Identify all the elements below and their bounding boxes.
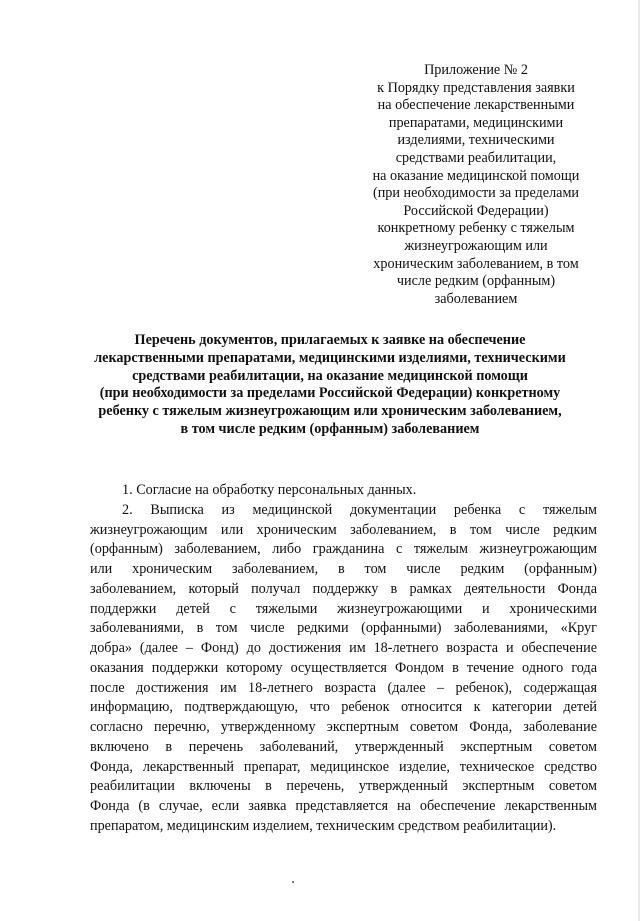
- appendix-line: изделиями, техническими: [397, 132, 555, 149]
- appendix-line: хроническим заболеванием, в том: [373, 255, 579, 272]
- item-2-line: или хроническим заболеванием, в том числе редким (орфанным): [90, 561, 597, 577]
- appendix-line: на оказание медицинской помощи: [372, 167, 580, 184]
- document-title: [70, 332, 590, 439]
- document-body: [90, 481, 597, 837]
- item-2-line: включено в перечень заболеваний, утвержденный экспертным советом: [90, 738, 597, 755]
- title-line: лекарственными препаратами, медицинскими изделиями, техническими: [94, 349, 566, 366]
- title-line: средствами реабилитации, на оказание медицинской помощи: [132, 367, 528, 384]
- item-2-line: Фонда, лекарственный препарат, медицинское изделие, техническое средство: [90, 758, 597, 775]
- appendix-line: числе редким (орфанным): [396, 273, 556, 290]
- appendix-line: Российской Федерации): [403, 202, 549, 219]
- appendix-line: конкретному ребенку с тяжелым: [377, 220, 575, 237]
- item-2-line: заболеваниями, в том числе редкими (орфанными) заболеваниями, «Круг: [90, 620, 597, 637]
- appendix-line: на обеспечение лекарственными: [377, 97, 575, 114]
- list-item-1: [90, 481, 597, 501]
- appendix-line: средствами реабилитации,: [395, 149, 557, 166]
- appendix-line: заболеванием: [434, 290, 518, 307]
- appendix-line: к Порядку представления заявки: [377, 79, 575, 96]
- appendix-line: препаратами, медицинскими: [388, 114, 564, 131]
- title-line: ребенку с тяжелым жизнеугрожающим или хроническим заболеванием,: [98, 403, 562, 420]
- appendix-line: (при необходимости за пределами: [372, 185, 580, 202]
- title-line: в том числе редким (орфанным) заболеванием: [180, 420, 480, 437]
- scan-speck: [292, 881, 294, 883]
- appendix-header: [352, 62, 600, 308]
- item-2-line: жизнеугрожающим или хроническим заболеванием, в том числе редким: [90, 521, 597, 538]
- item-2-line: реабилитации включены в перечень, утвержденный экспертным советом: [90, 778, 597, 795]
- appendix-line: жизнеугрожающим или: [404, 237, 548, 254]
- item-2-line: (орфанным) заболеванием, либо гражданина с тяжелым жизнеугрожающим: [90, 541, 597, 558]
- item-2-line: согласно перечню, утвержденному экспертным советом Фонда, заболевание: [90, 719, 597, 735]
- item-2-line: добра» (далее – Фонд) до достижения им 18-летнего возраста и обеспечение: [90, 640, 597, 656]
- item-2-line: после достижения им 18-летнего возраста (далее – ребенок), содержащая: [90, 679, 597, 696]
- title-line: (при необходимости за пределами Российской Федерации) конкретному: [99, 385, 561, 402]
- item-2-line: поддержки детей с тяжелыми жизнеугрожающими и хроническими: [90, 600, 597, 617]
- item-2-line: препаратом, медицинским изделием, техническим средством реабилитации).: [90, 817, 557, 834]
- title-line: Перечень документов, прилагаемых к заявке на обеспечение: [134, 332, 526, 348]
- item-2-line: 2. Выписка из медицинской документации ребенка с тяжелым: [122, 501, 597, 518]
- list-item-2: [90, 501, 597, 837]
- item-2-line: информацию, подтверждающую, что ребенок относится к категории детей: [90, 699, 597, 716]
- item-2-line: Фонда (в случае, если заявка представляется на обеспечение лекарственным: [90, 798, 597, 814]
- item-2-line: оказания поддержки которому осуществляется Фондом в течение одного года: [90, 659, 597, 676]
- item-1-text: 1. Согласие на обработку персональных данных.: [122, 482, 417, 498]
- appendix-number: Приложение № 2: [424, 62, 528, 78]
- item-2-line: заболеванием, который получал поддержку в рамках деятельности Фонда: [90, 580, 597, 597]
